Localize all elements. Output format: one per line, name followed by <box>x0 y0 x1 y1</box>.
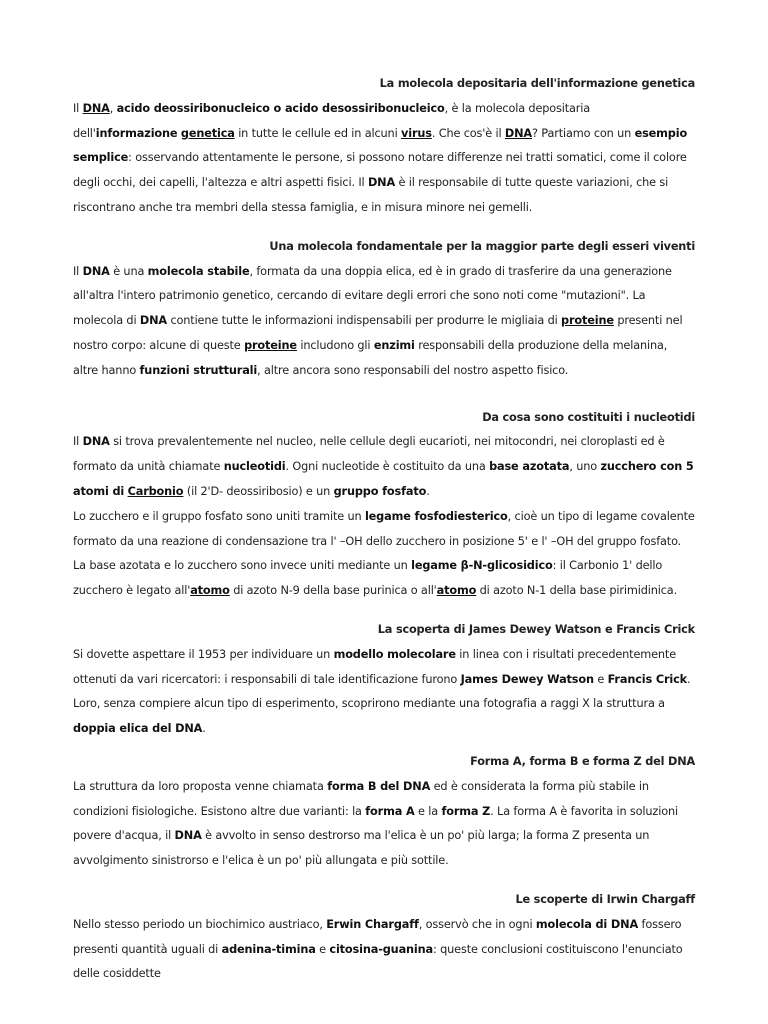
bold-term: Francis Crick <box>607 672 688 686</box>
document-body <box>73 72 695 987</box>
text: . Ogni nucleotide è costituito da una <box>285 460 490 474</box>
link-proteine[interactable]: proteine <box>244 338 297 352</box>
paragraph <box>73 913 695 987</box>
paragraph <box>73 643 695 742</box>
section-heading: Forma A, forma B e forma Z del DNA <box>470 754 695 768</box>
text: Nello stesso periodo un biochimico austriaco, <box>73 917 327 931</box>
bold-term: legame fosfodiesterico <box>364 509 508 523</box>
text: , altre ancora sono responsabili del nostro aspetto fisico. <box>257 363 569 377</box>
text: è avvolto in senso destrorso ma l'elica è un po' più larga; la forma Z presenta un avvolgimento sinistrorso e l'elica è un po' più allungata e più sottile. <box>73 829 650 868</box>
text: ed è considerata la forma più stabile in condizioni fisiologiche. Esistono altre due varianti: la <box>73 779 649 818</box>
text: si trova prevalentemente nel nucleo, nelle cellule degli eucarioti, nei mitocondri, nei cloroplasti ed è formato da unità chiamate <box>73 435 665 474</box>
text: , formata da una doppia elica, ed è in grado di trasferire da una generazione all'altra l'intero patrimonio genetico, cercando di evitare degli errori che sono noti come "mutazioni". La molecola di <box>73 264 672 328</box>
bold-term: doppia elica del DNA <box>73 722 203 736</box>
text: : queste conclusioni costituiscono l'enunciato delle cosiddette <box>73 942 683 981</box>
bold-term: enzimi <box>373 338 415 352</box>
bold-term: Erwin Chargaff <box>326 917 419 931</box>
text: (il 2'D- deossiribosio) e un <box>183 484 334 498</box>
bold-term: esempio semplice <box>73 126 688 165</box>
text: : il Carbonio 1' dello zucchero è legato all' <box>73 559 663 598</box>
text: e <box>593 672 608 686</box>
section-heading: Una molecola fondamentale per la maggior parte degli esseri viventi <box>269 239 695 253</box>
text: , è la molecola depositaria dell' <box>73 101 591 140</box>
text: . <box>426 484 430 498</box>
text: in tutte le cellule ed in alcuni <box>234 126 402 140</box>
bold-term: forma A <box>365 804 415 818</box>
bold-term: nucleotidi <box>223 460 286 474</box>
bold-term: gruppo fosfato <box>333 484 427 498</box>
bold-term: forma Z <box>441 804 491 818</box>
bold-term: James Dewey Watson <box>460 672 594 686</box>
text: , <box>109 101 117 115</box>
bold-term: funzioni strutturali <box>139 363 258 377</box>
bold-term: informazione <box>95 126 178 140</box>
link-genetica[interactable]: genetica <box>180 126 235 140</box>
text: contiene tutte le informazioni indispensabili per produrre le migliaia di <box>167 314 562 328</box>
text: : osservando attentamente le persone, si possono notare differenze nei tratti somatici, come il colore degli occhi, dei capelli, l'altezza e altri aspetti fisici. Il <box>73 151 687 190</box>
link-proteine[interactable]: proteine <box>561 314 614 328</box>
text: Si dovette aspettare il 1953 per individuare un <box>73 647 334 661</box>
bold-term: citosina-guanina <box>329 942 434 956</box>
bold-term: forma B del DNA <box>327 779 431 793</box>
paragraph <box>73 97 695 221</box>
text: Il <box>73 435 83 449</box>
bold-term: acido deossiribonucleico o acido desossiribonucleico <box>116 101 445 115</box>
paragraph <box>73 430 695 504</box>
text: Il <box>73 264 83 278</box>
text: . <box>202 722 206 736</box>
text: fossero presenti quantità uguali di <box>73 917 682 956</box>
bold-term: DNA <box>82 435 110 449</box>
section-heading: Da cosa sono costituiti i nucleotidi <box>482 410 695 424</box>
bold-term: base azotata <box>489 460 570 474</box>
text: Il <box>73 101 83 115</box>
bold-term: DNA <box>174 829 202 843</box>
text: ? Partiamo con un <box>532 126 635 140</box>
link-virus[interactable]: virus <box>401 126 432 140</box>
paragraph <box>73 260 695 384</box>
link-atomo[interactable]: atomo <box>190 584 230 598</box>
text: La struttura da loro proposta venne chiamata <box>73 779 328 793</box>
text: , uno <box>569 460 601 474</box>
text: e la <box>414 804 442 818</box>
text: . Loro, senza compiere alcun tipo di esperimento, scoprirono mediante una fotografia a raggi X la struttura a <box>73 672 691 711</box>
bold-term: modello molecolare <box>333 647 456 661</box>
section-heading: Le scoperte di Irwin Chargaff <box>515 892 695 906</box>
text: è il responsabile di tutte queste variazioni, che si riscontrano anche tra membri della stessa famiglia, e in misura minore nei gemelli. <box>73 176 669 214</box>
link-carbonio[interactable]: Carbonio <box>127 484 184 498</box>
bold-term: DNA <box>367 176 396 190</box>
text: responsabili della produzione della melanina, altre hanno <box>73 338 668 377</box>
bold-term: zucchero con 5 atomi di <box>73 460 694 498</box>
text: . Che cos'è il <box>431 126 505 140</box>
text: presenti nel nostro corpo: alcune di queste <box>73 314 683 352</box>
section-heading: La molecola depositaria dell'informazione genetica <box>379 77 695 90</box>
link-dna[interactable]: DNA <box>82 101 110 115</box>
bold-term: legame β-N-glicosidico <box>411 559 553 573</box>
text: , cioè un tipo di legame covalente formato da una reazione di condensazione tra l' –OH dello zucchero in posizione 5' e l' –OH del gruppo fosfato. La base azotata e lo zucchero sono invece uniti mediante un <box>73 509 695 573</box>
text: Lo zucchero e il gruppo fosfato sono uniti tramite un <box>73 509 365 523</box>
text: in linea con i risultati precedentemente ottenuti da vari ricercatori: i responsabili di tale identificazione furono <box>73 647 677 686</box>
section-heading: La scoperta di James Dewey Watson e Francis Crick <box>377 622 695 636</box>
text: di azoto N-1 della base pirimidinica. <box>476 584 678 598</box>
text: , osservò che in ogni <box>418 917 536 931</box>
paragraph <box>73 505 695 604</box>
bold-term: molecola stabile <box>147 264 250 278</box>
text: è una <box>109 264 148 278</box>
bold-term: DNA <box>82 264 110 278</box>
bold-term: adenina-timina <box>221 942 316 956</box>
link-dna[interactable]: DNA <box>504 126 533 140</box>
link-atomo[interactable]: atomo <box>436 584 477 598</box>
bold-term: DNA <box>139 314 168 328</box>
text: . La forma A è favorita in soluzioni povere d'acqua, il <box>73 804 678 843</box>
text: di azoto N-9 della base purinica o all' <box>229 584 437 598</box>
text: e <box>315 942 330 956</box>
paragraph <box>73 775 695 874</box>
text: includono gli <box>296 338 374 352</box>
bold-term: molecola di DNA <box>535 917 639 931</box>
